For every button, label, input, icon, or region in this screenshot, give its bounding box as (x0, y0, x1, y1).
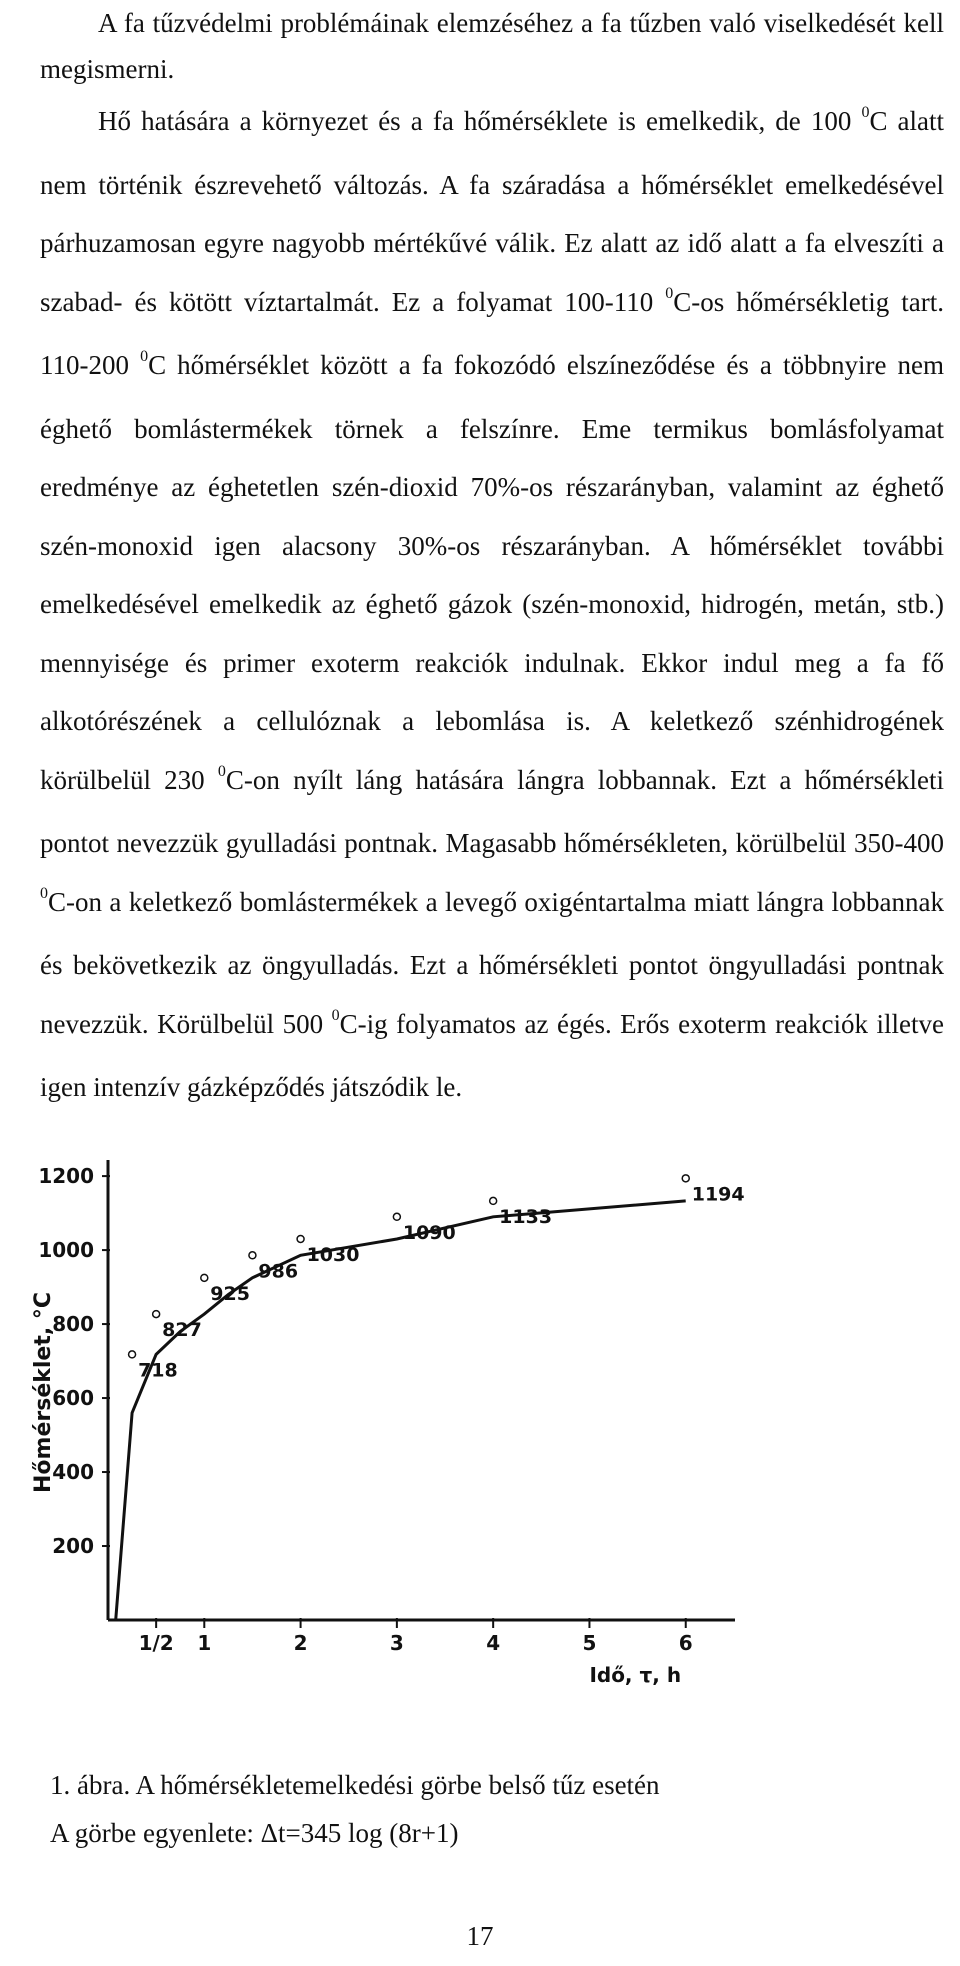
x-tick-label: 1 (197, 1631, 212, 1655)
data-label: 1090 (402, 1221, 456, 1244)
data-point (201, 1274, 208, 1281)
data-point (297, 1235, 304, 1242)
x-tick-label: 2 (293, 1631, 308, 1655)
y-tick-label: 400 (52, 1460, 94, 1485)
x-tick-label: 4 (486, 1631, 501, 1655)
data-point (393, 1213, 400, 1220)
curve-equation: A görbe egyenlete: Δt=345 log (8r+1) (50, 1818, 459, 1848)
data-label: 1194 (691, 1183, 745, 1206)
data-label: 925 (210, 1282, 250, 1305)
data-label: 986 (258, 1260, 299, 1283)
data-point (490, 1197, 497, 1204)
x-axis-label: Idő, τ, h (589, 1663, 682, 1687)
x-tick-label: 6 (678, 1631, 693, 1655)
data-label: 1133 (499, 1205, 553, 1228)
y-tick-label: 1200 (38, 1164, 94, 1189)
page-number: 17 (466, 1921, 494, 1951)
data-label: 718 (138, 1359, 178, 1382)
figure-caption: 1. ábra. A hőmérsékletemelkedési görbe belső tűz esetén (50, 1770, 660, 1800)
y-tick-label: 200 (52, 1534, 94, 1559)
intro-paragraph: A fa tűzvédelmi problémáinak elemzéséhez a fa tűzben való viselkedését kell megismerni. (40, 8, 944, 84)
main-paragraph: Hő hatására a környezet és a fa hőmérséklete is emelkedik, de 100 $^0$C alatt nem történik észrevehető változás. A fa száradása a hőmérséklet emelkedésével párhuzamosan egyre nagyobb mértékűvé válik. Ez alatt az idő alatt a fa elveszíti a szabad- és kötött víztartalmát. Ez a folyamat 100-110 $^0$C-os hőmérsékletig tart. 110-200 $^0$C hőmérséklet között a fa fokozódó elszíneződése és a többnyire nem éghető bomlástermékek törnek a felszínre. Eme termikus bomlásfolyamat eredménye az éghetetlen szén-dioxid 70%-os részarányban, valamint az éghető szén-monoxid igen alacsony 30%-os részarányban. A hőmérséklet további emelkedésével emelkedik az éghető gázok (szén-monoxid, hidrogén, metán, stb.) mennyisége és primer exoterm reakciók indulnak. Ekkor indul meg a fa fő alkotórészének a cellulóznak a lebomlása is. A keletkező szénhidrogének körülbelül 230 $^0$C-on nyílt láng hatására lángra lobbannak. Ezt a hőmérsékleti pontot nevezzük gyulladási pontnak. Magasabb hőmérsékleten, körülbelül 350-400 $^0$C-on a keletkező bomlástermékek a levegő oxigéntartalma miatt lángra lobbannak és bekövetkezik az öngyulladás. Ezt a hőmérsékleti pontot öngyulladási pontnak nevezzük. Körülbelül 500 $^0$C-ig folyamatos az égés. Erős exoterm reakciók illetve igen intenzív gázképződés játszódik le. (40, 104, 945, 1102)
temperature-curve (108, 1201, 686, 1620)
x-ticks (139, 1618, 693, 1655)
data-points (129, 1175, 745, 1382)
data-point (153, 1311, 160, 1318)
data-point (249, 1252, 256, 1259)
temperature-chart (0, 1150, 960, 1750)
data-point (682, 1175, 689, 1182)
y-axis-label: Hőmérséklet, °C (31, 1291, 56, 1494)
y-tick-label: 800 (52, 1312, 94, 1337)
data-label: 827 (162, 1319, 202, 1342)
temperature-curve-figure (0, 1150, 960, 1750)
x-tick-label: 5 (582, 1631, 597, 1655)
data-point (129, 1351, 136, 1358)
x-tick-label: 3 (389, 1631, 404, 1655)
y-tick-label: 1000 (38, 1238, 94, 1263)
y-tick-label: 600 (52, 1386, 94, 1411)
x-tick-label: 1/2 (138, 1631, 174, 1655)
data-label: 1030 (306, 1243, 360, 1266)
